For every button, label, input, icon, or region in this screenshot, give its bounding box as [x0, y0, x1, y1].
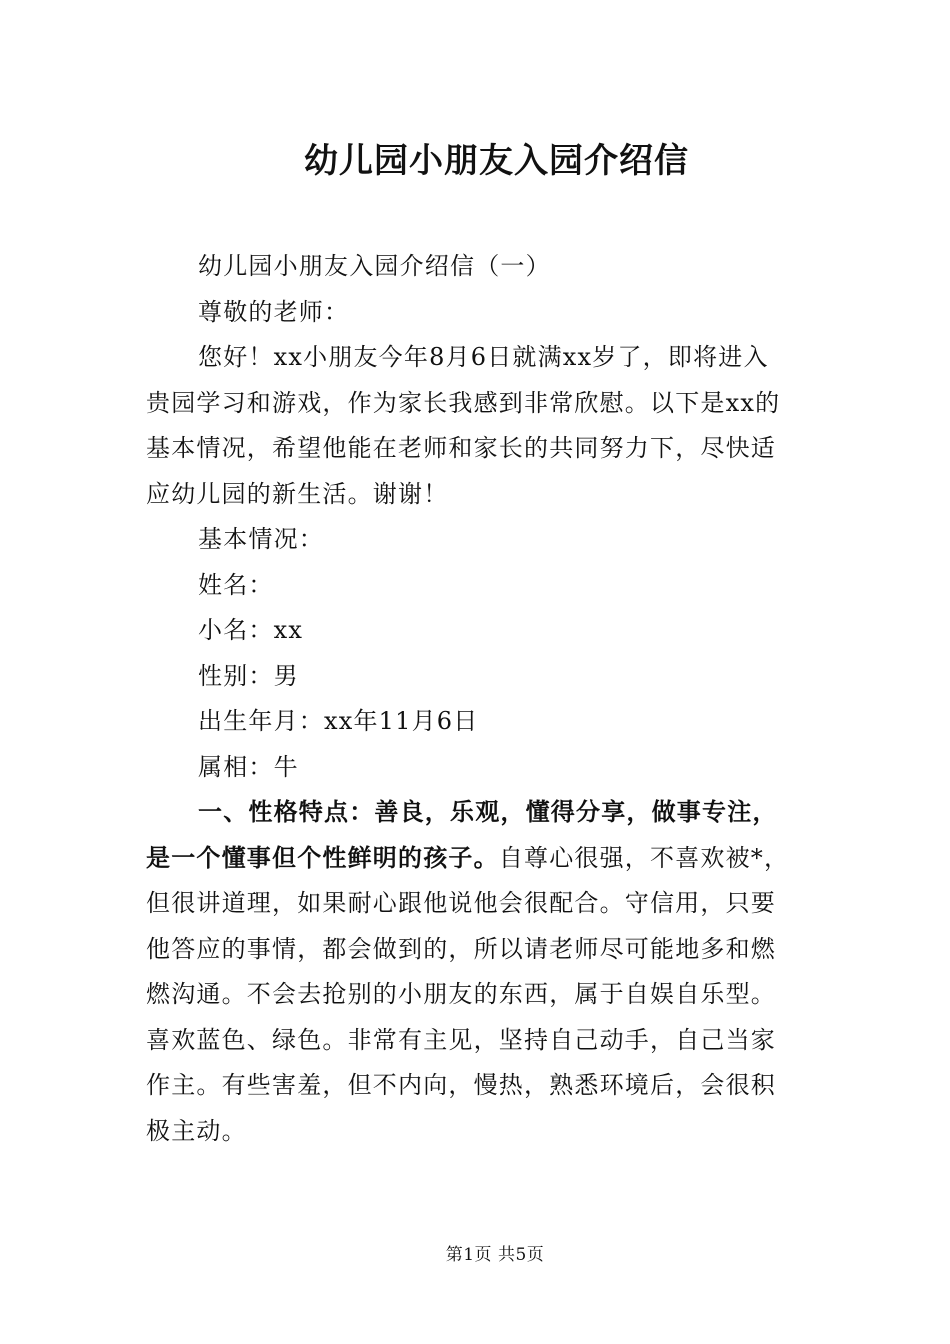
salutation: 尊敬的老师：: [198, 297, 350, 326]
section1-line-3: 但很讲道理，如果耐心跟他说他会很配合。守信用，只要: [146, 889, 776, 917]
page-indicator: 第1页 共5页: [445, 1245, 545, 1265]
subtitle: 幼儿园小朋友入园介绍信（一）: [198, 252, 551, 280]
section1-heading-cont: 是一个懂事但个性鲜明的孩子。: [146, 843, 499, 872]
intro-line-2: 贵园学习和游戏，作为家长我感到非常欣慰。以下是xx的: [146, 388, 781, 417]
document-body: [146, 244, 806, 1154]
field-birth: 出生年月：xx年11月6日: [198, 707, 479, 735]
section1-line-5: 燃沟通。不会去抢别的小朋友的东西，属于自娱自乐型。: [146, 980, 776, 1008]
field-gender: 性别：男: [198, 661, 299, 690]
field-nickname: 小名：xx: [198, 616, 304, 644]
section1-line-8: 极主动。: [146, 1116, 247, 1145]
section1-line-7: 作主。有些害羞，但不内向，慢热，熟悉环境后，会很积: [146, 1071, 776, 1099]
intro-line-1: 您好！xx小朋友今年8月6日就满xx岁了，即将进入: [198, 343, 769, 371]
intro-line-4: 应幼儿园的新生活。谢谢！: [146, 479, 449, 508]
section1-line-2-rest: 自尊心很强，不喜欢被*，: [498, 843, 790, 872]
section1-heading: 一、性格特点：善良，乐观，懂得分享，做事专注，: [198, 798, 778, 826]
section1-line-2: [146, 836, 806, 882]
field-name: 姓名：: [198, 570, 274, 599]
document-title: 幼儿园小朋友入园介绍信: [304, 141, 689, 181]
section1-line-6: 喜欢蓝色、绿色。非常有主见，坚持自己动手，自己当家: [146, 1025, 776, 1054]
field-zodiac: 属相：牛: [198, 752, 299, 781]
section1-line-4: 他答应的事情，都会做到的，所以请老师尽可能地多和燃: [146, 934, 776, 963]
intro-line-3: 基本情况，希望他能在老师和家长的共同努力下，尽快适: [146, 434, 776, 462]
basic-info-heading: 基本情况：: [198, 525, 324, 553]
